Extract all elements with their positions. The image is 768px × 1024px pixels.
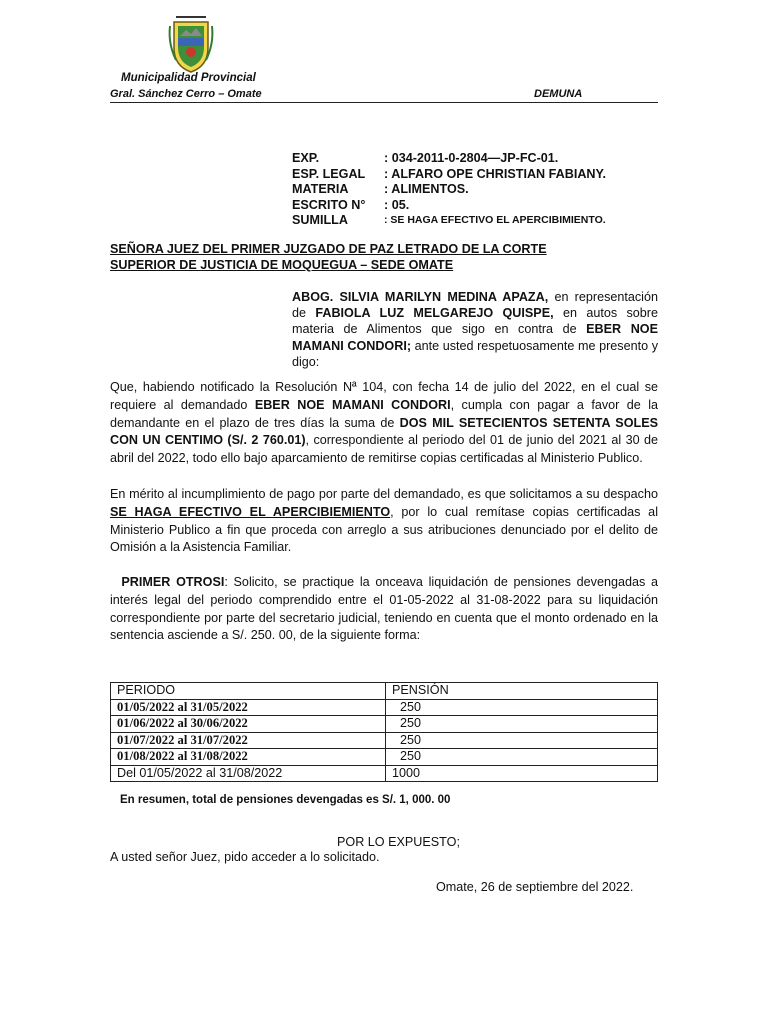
body-paragraph-1 (110, 379, 658, 468)
client-name: FABIOLA LUZ MELGAREJO QUISPE, (315, 306, 554, 321)
addressee-line: SUPERIOR DE JUSTICIA DE MOQUEGUA – SEDE OMATE (110, 258, 454, 272)
table-row (111, 716, 658, 733)
header-divider (110, 102, 658, 103)
case-row-materia (292, 182, 606, 198)
case-key: MATERIA (292, 182, 349, 197)
table-header-row (111, 683, 658, 700)
table-cell-pension: 250 (386, 716, 658, 733)
case-details (292, 151, 606, 229)
closing-request: A usted señor Juez, pido acceder a lo solicitado. (110, 850, 380, 864)
case-row-sumilla (292, 213, 606, 229)
table-cell-periodo: 01/06/2022 al 30/06/2022 (111, 716, 386, 733)
closing-expuesto: POR LO EXPUESTO; (337, 835, 460, 849)
municipal-crest-logo (166, 14, 216, 76)
intro-paragraph (292, 289, 658, 370)
case-key: EXP. (292, 151, 320, 165)
table-header-pension: PENSIÓN (386, 683, 658, 700)
pension-table (110, 682, 658, 782)
intro-text: en autos sobre materia de Alimentos que sigo en contra de (292, 306, 658, 337)
case-value: : 034-2011-0-2804—JP-FC-01. (384, 151, 559, 165)
table-cell-periodo: 01/07/2022 al 31/07/2022 (111, 732, 386, 749)
case-key: ESP. LEGAL (292, 166, 366, 181)
amount-text: DOS MIL SETECIENTOS SETENTA SOLES CON UN CENTIMO (S/. 2 760.01) (110, 415, 658, 448)
case-value: : 05. (384, 197, 410, 212)
table-row (111, 699, 658, 716)
addressee-line: SEÑORA JUEZ DEL PRIMER JUZGADO DE PAZ LETRADO DE LA CORTE (110, 242, 547, 256)
addressee (110, 241, 660, 273)
case-row-escrito (292, 198, 606, 214)
table-total-row (111, 765, 658, 782)
body-paragraph-otrosi (110, 574, 658, 645)
table-cell-pension: 250 (386, 699, 658, 716)
defendant-name: EBER NOE MAMANI CONDORI; (292, 322, 658, 353)
office-name: DEMUNA (534, 88, 583, 100)
case-row-exp (292, 151, 606, 167)
table-header-periodo: PERIODO (111, 683, 386, 700)
case-row-esp-legal (292, 167, 606, 183)
case-value: : ALIMENTOS. (384, 182, 469, 197)
defendant-name: EBER NOE MAMANI CONDORI (254, 397, 451, 412)
intro-text: en representación de (292, 290, 658, 321)
table-row (111, 732, 658, 749)
paragraph-text: , correspondiente al periodo del 01 de junio del 2021 al 30 de abril del 2022, todo ello bajo aparcamiento de remitirse copias certificadas al Ministerio Publico. (110, 433, 659, 466)
paragraph-text: , por lo cual remítase copias certificadas al Ministerio Publico a fin que proceda con arreglo a sus atribuciones denunciado por el delito de Omisión a la Asistencia Familiar. (110, 504, 658, 555)
otrosi-label: PRIMER OTROSI (121, 575, 225, 589)
intro-text: ante usted respetuosamente me presento y digo: (292, 338, 658, 369)
case-key: ESCRITO N° (292, 197, 366, 212)
case-value: : ALFARO OPE CHRISTIAN FABIANY. (384, 166, 607, 181)
request-text: SE HAGA EFECTIVO EL APERCIBIEMIENTO (110, 504, 391, 519)
institution-location: Gral. Sánchez Cerro – Omate (110, 88, 262, 100)
table-row (111, 749, 658, 766)
table-cell-pension: 250 (386, 749, 658, 766)
lawyer-name: ABOG. SILVIA MARILYN MEDINA APAZA, (292, 290, 549, 304)
paragraph-text: : Solicito, se practique la onceava liquidación de pensiones devengadas a interés legal del periodo comprendido entre el 01-05-2022 al 31-08-2022 para su liquidación correspondiente por parte del secretario judicial, teniendo en cuenta que el monto ordenado en la sentencia asciende a S/. 250. 00, de la siguiente forma: (110, 575, 658, 643)
table-cell-pension: 250 (386, 732, 658, 749)
paragraph-text: , cumpla con pagar a favor de la demandante en el plazo de tres días la suma de (110, 397, 659, 430)
closing-date: Omate, 26 de septiembre del 2022. (436, 880, 634, 894)
paragraph-text: Que, habiendo notificado la Resolución Nª 104, con fecha 14 de julio del 2022, en el cual se requiere al demandado (110, 380, 658, 412)
institution-name: Municipalidad Provincial (121, 72, 256, 84)
case-key: SUMILLA (292, 213, 348, 228)
table-cell-periodo: 01/08/2022 al 31/08/2022 (111, 749, 386, 766)
pension-summary: En resumen, total de pensiones devengadas es S/. 1, 000. 00 (120, 794, 451, 806)
paragraph-text: En mérito al incumplimiento de pago por parte del demandado, es que solicitamos a su despacho (110, 487, 658, 501)
case-value: : SE HAGA EFECTIVO EL APERCIBIMIENTO. (384, 214, 606, 227)
table-cell-pension-total: 1000 (386, 765, 658, 782)
table-cell-periodo: 01/05/2022 al 31/05/2022 (111, 699, 386, 716)
table-cell-periodo-total: Del 01/05/2022 al 31/08/2022 (111, 765, 386, 782)
body-paragraph-2 (110, 486, 658, 557)
